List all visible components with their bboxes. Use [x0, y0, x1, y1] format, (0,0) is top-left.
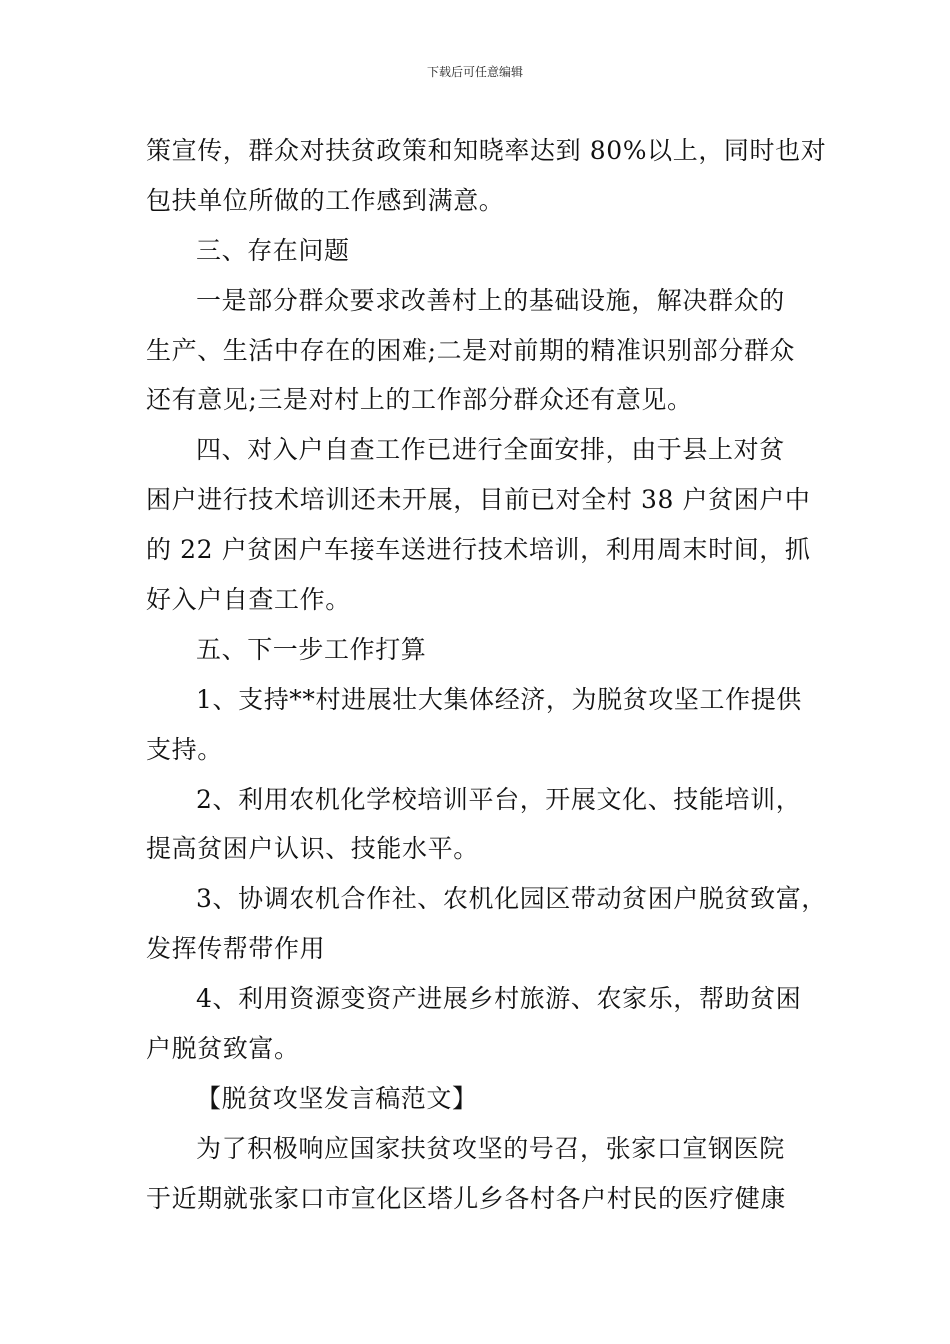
text-line: 策宣传，群众对扶贫政策和知晓率达到 80%以上，同时也对 [146, 136, 827, 165]
section-heading: 五、下一步工作打算 [196, 634, 427, 664]
text-line: 户脱贫致富。 [146, 1034, 300, 1064]
text-line: 的 22 户贫困户车接车送进行技术培训，利用周末时间，抓 [146, 535, 811, 565]
list-item: 1、支持**村进展壮大集体经济，为脱贫攻坚工作提供 [196, 684, 802, 714]
text-line: 支持。 [146, 734, 223, 764]
text-line: 四、对入户自查工作已进行全面安排，由于县上对贫 [196, 435, 785, 465]
document-body [146, 126, 827, 1224]
text-line: 为了积极响应国家扶贫攻坚的号召，张家口宣钢医院 [196, 1133, 785, 1163]
page-header: 下载后可任意编辑 [426, 65, 523, 79]
text-line: 于近期就张家口市宣化区塔儿乡各村各户村民的医疗健康 [146, 1183, 787, 1213]
list-item: 3、协调农机合作社、农机化园区带动贫困户脱贫致富， [196, 884, 827, 914]
text-line: 提高贫困户认识、技能水平。 [146, 834, 479, 864]
list-item: 4、利用资源变资产进展乡村旅游、农家乐，帮助贫困 [196, 984, 802, 1014]
text-line: 困户进行技术培训还未开展，目前已对全村 38 户贫困户中 [146, 485, 811, 515]
section-heading: 三、存在问题 [196, 235, 350, 265]
text-line: 包扶单位所做的工作感到满意。 [146, 185, 505, 215]
article-title: 【脱贫攻坚发言稿范文】 [196, 1083, 478, 1113]
text-line: 生产、生活中存在的困难;二是对前期的精准识别部分群众 [146, 335, 796, 365]
list-item: 2、利用农机化学校培训平台，开展文化、技能培训， [196, 784, 802, 814]
text-line: 发挥传帮带作用 [146, 934, 326, 964]
text-line: 好入户自查工作。 [146, 585, 351, 615]
text-line: 一是部分群众要求改善村上的基础设施，解决群众的 [196, 285, 785, 315]
text-line: 还有意见;三是对村上的工作部分群众还有意见。 [146, 385, 693, 415]
